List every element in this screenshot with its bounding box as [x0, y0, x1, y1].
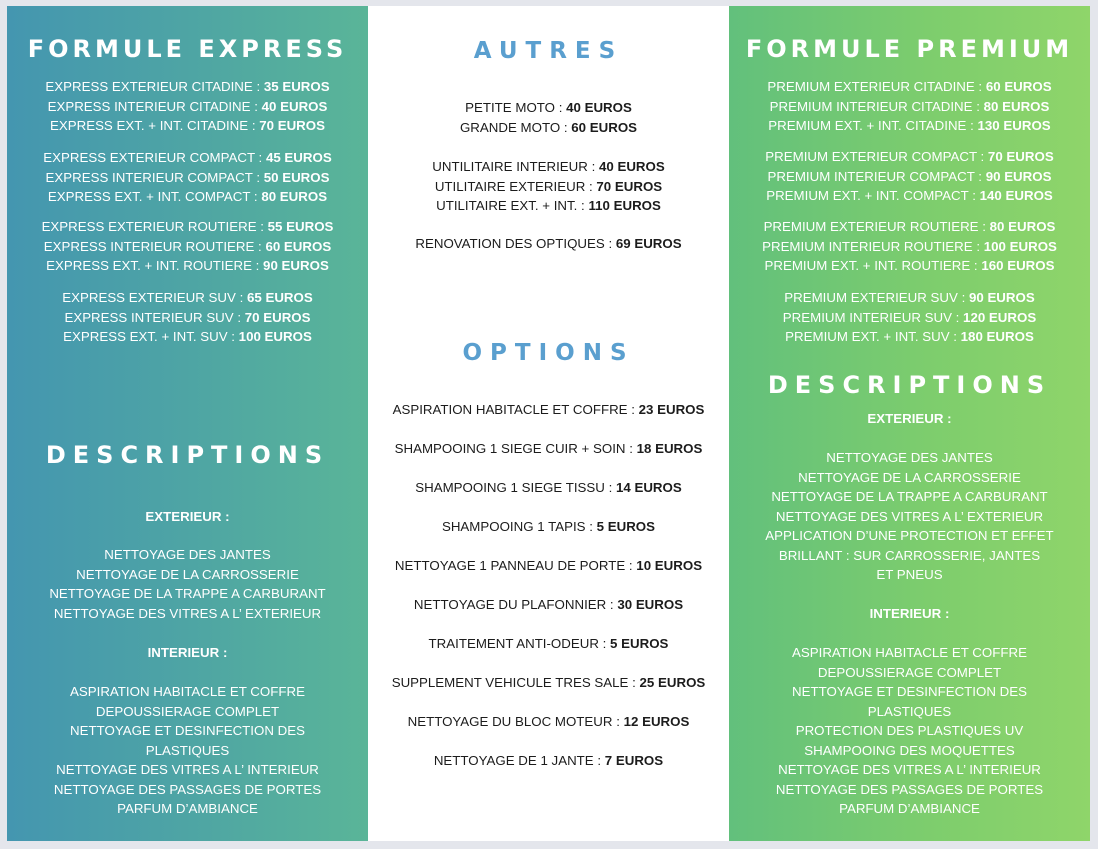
express-exterieur-title: EXTERIEUR :	[145, 509, 230, 524]
price-line: RENOVATION DES OPTIQUES : 69 EUROS	[415, 236, 682, 251]
list-item: SHAMPOOING DES MOQUETTES	[804, 742, 1015, 758]
price-line: UTILITAIRE EXT. + INT. : 110 EUROS	[436, 198, 661, 213]
option-item: ASPIRATION HABITACLE ET COFFRE : 23 EUROS	[392, 402, 705, 417]
price-line: PREMIUM INTERIEUR SUV : 120 EUROS	[782, 309, 1037, 325]
price-line: EXPRESS EXTERIEUR COMPACT : 45 EUROS	[43, 150, 332, 165]
express-citadine-group	[7, 77, 368, 136]
price-line: PREMIUM INTERIEUR ROUTIERE : 100 EUROS	[762, 238, 1057, 254]
price-line: PREMIUM EXTERIEUR ROUTIERE : 80 EUROS	[763, 219, 1056, 234]
express-title: FORMULE EXPRESS	[27, 35, 348, 63]
express-descriptions-title: DESCRIPTIONS	[45, 441, 330, 469]
express-interieur-list	[7, 682, 368, 819]
premium-routiere-group	[729, 217, 1090, 276]
list-item: NETTOYAGE DES VITRES A L’ INTERIEUR	[56, 762, 319, 777]
price-line: PREMIUM EXT. + INT. COMPACT : 140 EUROS	[766, 188, 1053, 203]
list-item: NETTOYAGE DES JANTES	[104, 547, 271, 562]
price-line: EXPRESS INTERIEUR CITADINE : 40 EUROS	[47, 98, 328, 114]
list-item: NETTOYAGE DES VITRES A L’ INTERIEUR	[778, 762, 1041, 777]
list-item: NETTOYAGE DE LA CARROSSERIE	[798, 469, 1021, 485]
price-line: PREMIUM EXTERIEUR COMPACT : 70 EUROS	[765, 149, 1054, 164]
list-item: NETTOYAGE ET DESINFECTION DES	[70, 723, 305, 738]
express-column	[7, 6, 368, 841]
express-routiere-group	[7, 217, 368, 276]
price-line: EXPRESS EXT. + INT. SUV : 100 EUROS	[63, 329, 312, 344]
list-item: PARFUM D’AMBIANCE	[117, 801, 258, 816]
premium-compact-group	[729, 147, 1090, 206]
express-exterieur-list	[7, 545, 368, 623]
price-line: EXPRESS EXTERIEUR SUV : 65 EUROS	[62, 290, 313, 305]
price-line: EXPRESS EXTERIEUR CITADINE : 35 EUROS	[45, 79, 330, 94]
list-item: NETTOYAGE DE LA TRAPPE A CARBURANT	[771, 489, 1048, 504]
list-item: ASPIRATION HABITACLE ET COFFRE	[70, 684, 305, 699]
option-item: NETTOYAGE DU PLAFONNIER : 30 EUROS	[413, 597, 684, 612]
premium-exterieur-title: EXTERIEUR :	[867, 411, 952, 426]
option-item: SUPPLEMENT VEHICULE TRES SALE : 25 EUROS	[391, 675, 706, 690]
price-line: EXPRESS EXT. + INT. ROUTIERE : 90 EUROS	[46, 258, 329, 273]
premium-suv-group	[729, 288, 1090, 347]
price-line: PREMIUM INTERIEUR CITADINE : 80 EUROS	[769, 98, 1050, 114]
price-line: PREMIUM EXTERIEUR SUV : 90 EUROS	[784, 290, 1035, 305]
option-item: NETTOYAGE DE 1 JANTE : 7 EUROS	[433, 753, 664, 768]
autres-moto-group	[368, 98, 729, 137]
option-item: SHAMPOOING 1 TAPIS : 5 EUROS	[441, 519, 656, 534]
list-item: DEPOUSSIERAGE COMPLET	[817, 664, 1002, 680]
list-item: PARFUM D’AMBIANCE	[839, 801, 980, 816]
list-item: PLASTIQUES	[145, 742, 230, 758]
premium-descriptions-title: DESCRIPTIONS	[767, 371, 1052, 399]
option-item: SHAMPOOING 1 SIEGE CUIR + SOIN : 18 EUROS	[394, 441, 703, 456]
list-item: NETTOYAGE DES PASSAGES DE PORTES	[53, 781, 322, 797]
price-line: PETITE MOTO : 40 EUROS	[465, 100, 632, 115]
list-item: DEPOUSSIERAGE COMPLET	[95, 703, 280, 719]
express-interieur-title: INTERIEUR :	[147, 645, 228, 660]
list-item: NETTOYAGE DES VITRES A L’ EXTERIEUR	[775, 508, 1044, 524]
list-item: NETTOYAGE DES PASSAGES DE PORTES	[775, 781, 1044, 797]
list-item: NETTOYAGE DES JANTES	[826, 450, 993, 465]
premium-interieur-title: INTERIEUR :	[869, 606, 950, 621]
list-item: NETTOYAGE ET DESINFECTION DES	[792, 684, 1027, 699]
list-item: NETTOYAGE DE LA CARROSSERIE	[76, 566, 299, 582]
premium-exterieur-list	[729, 448, 1090, 585]
price-line: PREMIUM EXT. + INT. ROUTIERE : 160 EUROS	[764, 258, 1055, 273]
premium-interieur-list	[729, 643, 1090, 819]
list-item: APPLICATION D’UNE PROTECTION ET EFFET	[765, 528, 1054, 543]
autres-title: AUTRES	[473, 38, 624, 64]
express-compact-group	[7, 148, 368, 207]
autres-optiques-group	[368, 234, 729, 254]
price-line: UTILITAIRE EXTERIEUR : 70 EUROS	[434, 178, 663, 194]
price-line: EXPRESS EXT. + INT. COMPACT : 80 EUROS	[47, 189, 328, 204]
list-item: PLASTIQUES	[867, 703, 952, 719]
autres-utilitaire-group	[368, 157, 729, 216]
premium-title: FORMULE PREMIUM	[745, 35, 1074, 63]
price-line: EXPRESS INTERIEUR ROUTIERE : 60 EUROS	[43, 238, 332, 254]
option-item: TRAITEMENT ANTI-ODEUR : 5 EUROS	[428, 636, 669, 651]
option-item: SHAMPOOING 1 SIEGE TISSU : 14 EUROS	[415, 480, 682, 495]
autres-options-column	[368, 6, 729, 841]
price-line: EXPRESS INTERIEUR COMPACT : 50 EUROS	[45, 169, 330, 185]
price-line: EXPRESS EXTERIEUR ROUTIERE : 55 EUROS	[41, 219, 334, 234]
list-item: PROTECTION DES PLASTIQUES UV	[795, 723, 1024, 738]
list-item: ASPIRATION HABITACLE ET COFFRE	[792, 645, 1027, 660]
options-title: OPTIONS	[462, 340, 635, 366]
express-suv-group	[7, 288, 368, 347]
list-item: BRILLANT : SUR CARROSSERIE, JANTES	[778, 547, 1041, 563]
price-line: GRANDE MOTO : 60 EUROS	[459, 119, 638, 135]
price-line: EXPRESS INTERIEUR SUV : 70 EUROS	[64, 309, 311, 325]
list-item: NETTOYAGE DE LA TRAPPE A CARBURANT	[49, 586, 326, 601]
option-item: NETTOYAGE 1 PANNEAU DE PORTE : 10 EUROS	[394, 558, 703, 573]
price-line: PREMIUM EXT. + INT. SUV : 180 EUROS	[785, 329, 1034, 344]
price-line: PREMIUM INTERIEUR COMPACT : 90 EUROS	[767, 168, 1052, 184]
premium-citadine-group	[729, 77, 1090, 136]
list-item: NETTOYAGE DES VITRES A L’ EXTERIEUR	[53, 605, 322, 621]
price-line: UNTILITAIRE INTERIEUR : 40 EUROS	[432, 159, 665, 174]
option-item: NETTOYAGE DU BLOC MOTEUR : 12 EUROS	[407, 714, 690, 729]
premium-column	[729, 6, 1090, 841]
list-item: ET PNEUS	[876, 567, 943, 582]
price-line: PREMIUM EXTERIEUR CITADINE : 60 EUROS	[767, 79, 1052, 94]
price-line: EXPRESS EXT. + INT. CITADINE : 70 EUROS	[49, 118, 325, 133]
price-line: PREMIUM EXT. + INT. CITADINE : 130 EUROS	[768, 118, 1051, 133]
